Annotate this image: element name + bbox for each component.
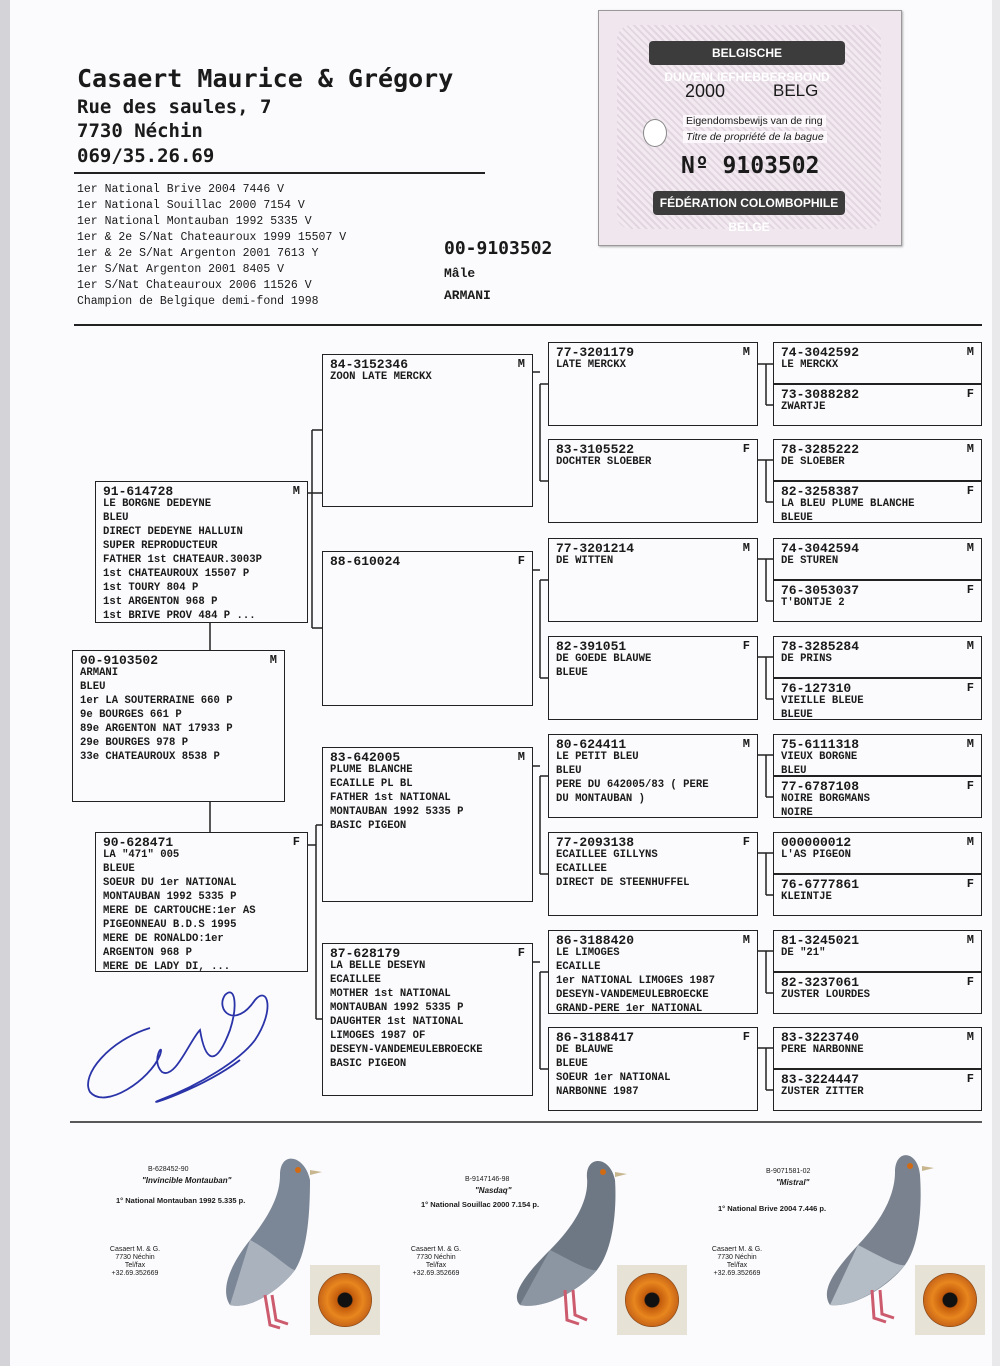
box-ring: 74-3042592 (781, 345, 860, 360)
promo-name: "Invincible Montauban" (142, 1176, 232, 1185)
box-details: LE LIMOGES ECAILLE 1er NATIONAL LIMOGES 1987 DESEYN-VANDEMEULEBROECKE GRAND-PERE 1er NATIONAL (556, 947, 715, 1015)
card-country: BELG (773, 81, 819, 100)
promo-name: "Nasdaq" (475, 1186, 512, 1195)
box-ring: 80-624411 (556, 737, 627, 752)
eye-iris (923, 1273, 977, 1327)
box-details: DOCHTER SLOEBER (556, 456, 652, 468)
box-ring: 84-3152346 (330, 357, 409, 372)
promo-ring: B-9071581-02 (766, 1168, 811, 1175)
box-ring: 83-642005 (330, 750, 401, 765)
eye-photo (310, 1265, 380, 1335)
box-ring: 83-3223740 (781, 1030, 860, 1045)
box-sex: M (742, 541, 750, 555)
promo-pigeon-3 (690, 1140, 990, 1340)
card-title-fr: Titre de propriété de la bague (683, 131, 827, 143)
box-details: ZUSTER LOURDES (781, 989, 871, 1001)
box-ring: 76-127310 (781, 681, 852, 696)
box-ring: 91-614728 (103, 484, 174, 499)
box-details: DE STUREN (781, 555, 839, 567)
box-details: VIEUX BORGNE BLEU (781, 751, 858, 777)
promo-result: 1° National Montauban 1992 5.335 p. (116, 1196, 246, 1205)
eye-photo (617, 1265, 687, 1335)
box-ring: 83-3105522 (556, 442, 635, 457)
box-details: ZWARTJE (781, 401, 826, 413)
box-ring: 77-3201179 (556, 345, 635, 360)
box-details: ECAILLEE GILLYNS ECAILLEE DIRECT DE STEENHUFFEL (556, 849, 690, 889)
promo-owner-city: 7730 Néchin (717, 1254, 757, 1261)
box-sex: F (966, 583, 974, 597)
promo-owner-tel: Tel/fax +32.69.352669 (412, 1262, 460, 1277)
promo-owner-city: 7730 Néchin (115, 1254, 155, 1261)
box-sex: F (966, 484, 974, 498)
card-top-banner: BELGISCHE DUIVENLIEFHEBBERSBOND (649, 41, 845, 65)
promo-owner (706, 1246, 768, 1278)
owner-name: Casaert Maurice & Grégory (77, 64, 454, 93)
box-sex: M (742, 345, 750, 359)
box-details: ZOON LATE MERCKX (330, 371, 432, 383)
box-sex: F (966, 779, 974, 793)
box-ring: 76-6777861 (781, 877, 860, 892)
box-ring: 88-610024 (330, 554, 401, 569)
promo-pigeon-2 (395, 1140, 695, 1340)
performance-item: 1er National Souillac 2000 7154 V (77, 199, 305, 212)
box-details: KLEINTJE (781, 891, 832, 903)
box-ring: 77-3201214 (556, 541, 635, 556)
box-ring: 81-3245021 (781, 933, 860, 948)
performance-item: 1er S/Nat Chateauroux 2006 11526 V (77, 279, 312, 292)
subject-ring: 00-9103502 (444, 238, 553, 259)
owner-street: Rue des saules, 7 (77, 96, 272, 118)
box-ring: 78-3285284 (781, 639, 860, 654)
box-ring: 90-628471 (103, 835, 174, 850)
performance-item: 1er National Montauban 1992 5335 V (77, 215, 312, 228)
box-ring: 75-6111318 (781, 737, 860, 752)
subject-name: ARMANI (444, 288, 491, 303)
box-details: ZUSTER ZITTER (781, 1086, 864, 1098)
box-sex: F (517, 554, 525, 568)
box-sex: M (966, 442, 974, 456)
box-details: L'AS PIGEON (781, 849, 851, 861)
performance-item: 1er & 2e S/Nat Argenton 2001 7613 Y (77, 247, 319, 260)
box-ring: 82-391051 (556, 639, 627, 654)
box-ring: 77-6787108 (781, 779, 860, 794)
promo-name: "Mistral" (776, 1178, 810, 1187)
box-details: LA BLEU PLUME BLANCHE BLEUE (781, 498, 915, 524)
eye-iris (625, 1273, 679, 1327)
box-sex: M (517, 357, 525, 371)
box-details: DE SLOEBER (781, 456, 845, 468)
box-ring: 00-9103502 (80, 653, 159, 668)
promo-owner-name: Casaert M. & G. (711, 1246, 763, 1253)
box-sex: F (742, 442, 750, 456)
owner-city: 7730 Néchin (77, 120, 203, 142)
promo-owner (405, 1246, 467, 1278)
box-details: PERE NARBONNE (781, 1044, 864, 1056)
performance-item: 1er & 2e S/Nat Chateauroux 1999 15507 V (77, 231, 347, 244)
performance-item: Champion de Belgique demi-fond 1998 (77, 295, 319, 308)
box-ring: 86-3188417 (556, 1030, 635, 1045)
card-bottom-banner: FÉDÉRATION COLOMBOPHILE BELGE (653, 191, 845, 215)
box-ring: 73-3088282 (781, 387, 860, 402)
promo-result: 1° National Brive 2004 7.446 p. (718, 1204, 827, 1213)
card-title-nl: Eigendomsbewijs van de ring (683, 115, 826, 127)
performance-item: 1er S/Nat Argenton 2001 8405 V (77, 263, 285, 276)
promo-ring: B-628452-90 (148, 1166, 189, 1173)
eye-iris (318, 1273, 372, 1327)
box-details: DE "21" (781, 947, 826, 959)
box-sex: M (966, 933, 974, 947)
box-details: VIEILLE BLEUE BLEUE (781, 695, 864, 721)
box-sex: F (966, 1072, 974, 1086)
promo-owner-city: 7730 Néchin (416, 1254, 456, 1261)
box-sex: M (269, 653, 277, 667)
performance-item: 1er National Brive 2004 7446 V (77, 183, 285, 196)
box-details: T'BONTJE 2 (781, 597, 845, 609)
box-sex: M (517, 750, 525, 764)
box-details: DE WITTEN (556, 555, 614, 567)
card-number: Nº 9103502 (681, 153, 820, 179)
promo-owner-name: Casaert M. & G. (109, 1246, 161, 1253)
box-sex: F (966, 681, 974, 695)
box-sex: F (966, 877, 974, 891)
subject-sex: Mâle (444, 266, 476, 281)
box-sex: M (292, 484, 300, 498)
box-ring: 82-3237061 (781, 975, 860, 990)
box-ring: 74-3042594 (781, 541, 860, 556)
promo-owner-tel: Tel/fax +32.69.352669 (713, 1262, 761, 1277)
box-ring: 78-3285222 (781, 442, 860, 457)
promo-result: 1° National Souillac 2000 7.154 p. (421, 1200, 540, 1209)
box-details: LE MERCKX (781, 359, 839, 371)
box-sex: F (517, 946, 525, 960)
box-details: DE PRINS (781, 653, 832, 665)
box-ring: 83-3224447 (781, 1072, 860, 1087)
box-ring: 87-628179 (330, 946, 401, 961)
box-sex: F (742, 639, 750, 653)
box-details: DE BLAUWE BLEUE SOEUR 1er NATIONAL NARBONNE 1987 (556, 1044, 671, 1098)
box-sex: F (742, 1030, 750, 1044)
box-ring: 76-3053037 (781, 583, 860, 598)
box-details: ARMANI BLEU 1er LA SOUTERRAINE 660 P 9e BOURGES 661 P 89e ARGENTON NAT 17933 P 29e BOURGES 978 P 33e CHATEAUROUX 8538 P (80, 667, 233, 763)
box-sex: F (966, 975, 974, 989)
box-sex: M (966, 639, 974, 653)
promo-owner-name: Casaert M. & G. (410, 1246, 462, 1253)
box-ring: 77-2093138 (556, 835, 635, 850)
box-ring: 82-3258387 (781, 484, 860, 499)
box-details: LE BORGNE DEDEYNE BLEU DIRECT DEDEYNE HALLUIN SUPER REPRODUCTEUR FATHER 1st CHATEAUR.3003P 1st CHATEAUROUX 15507 P 1st TOURY 804 P 1st ARGENTON 968 P 1st BRIVE PROV 484 P ... (103, 498, 262, 622)
box-sex: F (742, 835, 750, 849)
box-sex: M (966, 1030, 974, 1044)
box-details: DE GOEDE BLAUWE BLEUE (556, 653, 652, 679)
box-ring: 000000012 (781, 835, 852, 850)
box-sex: M (966, 835, 974, 849)
box-sex: M (742, 933, 750, 947)
owner-phone: 069/35.26.69 (77, 145, 215, 167)
box-details: LATE MERCKX (556, 359, 626, 371)
box-sex: M (966, 541, 974, 555)
box-sex: M (966, 345, 974, 359)
promo-owner (104, 1246, 166, 1278)
box-sex: M (742, 737, 750, 751)
card-year: 2000 (685, 81, 726, 101)
box-details: NOIRE BORGMANS NOIRE (781, 793, 871, 819)
signature (88, 992, 267, 1102)
eye-photo (915, 1265, 985, 1335)
box-sex: M (966, 737, 974, 751)
box-sex: F (966, 387, 974, 401)
promo-pigeon-1 (90, 1140, 390, 1340)
box-details: LA "471" 005 BLEUE SOEUR DU 1er NATIONAL MONTAUBAN 1992 5335 P MERE DE CARTOUCHE:1er AS PIGEONNEAU B.D.S 1995 MERE DE RONALDO:1er ARGENTON 968 P MERE DE LADY DI, ... (103, 849, 256, 973)
box-details: LA BELLE DESEYN ECAILLEE MOTHER 1st NATIONAL MONTAUBAN 1992 5335 P DAUGHTER 1st NATIONAL LIMOGES 1987 OF DESEYN-VANDEMEULEBROECKE BASIC PIGEON (330, 960, 483, 1070)
pigeon-illustration (505, 1150, 635, 1340)
promo-owner-tel: Tel/fax +32.69.352669 (111, 1262, 159, 1277)
box-sex: F (292, 835, 300, 849)
box-details: LE PETIT BLEU BLEU PERE DU 642005/83 ( PERE DU MONTAUBAN ) (556, 751, 709, 805)
promo-ring: B-9147146-98 (465, 1176, 510, 1183)
box-ring: 86-3188420 (556, 933, 635, 948)
box-details: PLUME BLANCHE ECAILLE PL BL FATHER 1st NATIONAL MONTAUBAN 1992 5335 P BASIC PIGEON (330, 764, 464, 832)
